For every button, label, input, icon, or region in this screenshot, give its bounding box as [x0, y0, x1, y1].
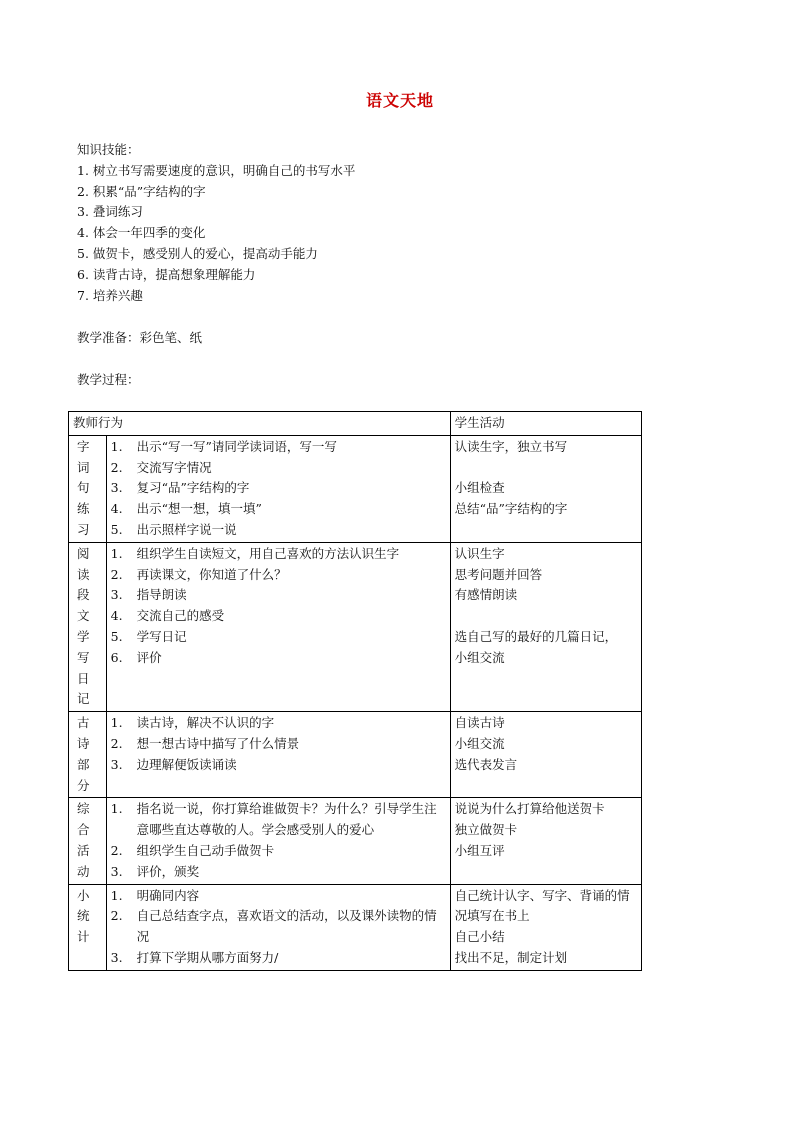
student-activity: 选自己写的最好的几篇日记，	[454, 628, 618, 644]
teacher-step	[111, 499, 446, 520]
step-text: 明确同内容	[136, 887, 200, 903]
knowledge-item: 5. 做贺卡，感受别人的爱心，提高动手能力	[77, 245, 318, 261]
student-activity: 小组检查	[454, 480, 505, 496]
teacher-step	[111, 799, 446, 841]
teacher-step	[111, 734, 446, 755]
step-number: 3.	[110, 949, 123, 965]
student-activity: 选代表发言	[454, 756, 518, 772]
teacher-step	[111, 648, 446, 669]
document-title: 语文天地	[365, 91, 434, 110]
student-activity: 小组互评	[454, 842, 505, 858]
teaching-process-heading: 教学过程：	[77, 372, 140, 387]
step-number: 3.	[110, 587, 123, 603]
teacher-step	[111, 906, 446, 948]
table-header-row	[69, 412, 642, 436]
header-teacher: 教师行为	[69, 412, 451, 436]
teacher-steps	[106, 712, 450, 798]
teacher-step	[111, 520, 446, 541]
step-number: 1.	[110, 801, 123, 817]
step-number: 1.	[110, 887, 123, 903]
teacher-step	[111, 713, 446, 734]
teacher-step	[111, 565, 446, 586]
teacher-step	[111, 886, 446, 907]
teacher-step	[111, 544, 446, 565]
row-category: 综合活动	[69, 798, 107, 884]
knowledge-item: 1. 树立书写需要速度的意识，明确自己的书写水平	[77, 162, 356, 178]
step-number: 5.	[110, 521, 123, 537]
step-text: 复习“品”字结构的字	[136, 480, 250, 496]
knowledge-item: 3. 叠词练习	[77, 204, 143, 220]
student-activities	[450, 435, 641, 542]
teaching-preparation: 教学准备：彩色笔、纸	[77, 330, 203, 345]
step-number: 2.	[110, 842, 123, 858]
student-activities	[450, 884, 641, 970]
step-number: 3.	[110, 480, 123, 496]
teacher-step	[111, 841, 446, 862]
step-number: 3.	[110, 756, 123, 772]
student-activity	[455, 606, 637, 627]
table-row	[69, 884, 642, 970]
student-activity: 说说为什么打算给他送贺卡	[454, 801, 605, 817]
table-row	[69, 798, 642, 884]
step-number: 1.	[110, 545, 123, 561]
teacher-step	[111, 478, 446, 499]
step-number: 3.	[110, 863, 123, 879]
step-text: 交流自己的感受	[136, 608, 225, 624]
student-activity: 自己统计认字、写字、背诵的情况填写在书上	[454, 887, 630, 924]
teacher-step	[111, 755, 446, 776]
step-number: 4.	[110, 501, 123, 517]
knowledge-skills	[77, 140, 355, 306]
student-activity: 小组交流	[454, 649, 505, 665]
step-number: 1.	[110, 715, 123, 731]
step-text: 边理解便饭读诵读	[136, 756, 237, 772]
step-text: 出示“想一想，填一填”	[136, 501, 262, 517]
row-category: 古诗部分	[69, 712, 107, 798]
teacher-steps	[106, 884, 450, 970]
step-number: 5.	[110, 628, 123, 644]
student-activity	[455, 520, 637, 541]
teacher-step	[111, 948, 446, 969]
step-number: 2.	[110, 908, 123, 924]
step-text: 读古诗，解决不认识的字	[136, 715, 275, 731]
student-activity: 自己小结	[454, 929, 505, 945]
step-number: 2.	[110, 566, 123, 582]
student-activity: 认识生字	[454, 545, 505, 561]
teacher-steps	[106, 542, 450, 711]
row-category: 字词句练习	[69, 435, 107, 542]
student-activity: 思考问题并回答	[454, 566, 543, 582]
student-activity: 小组交流	[454, 735, 505, 751]
step-text: 指名说一说，你打算给谁做贺卡？为什么？引导学生注意哪些直达尊敬的人。学会感受别人的爱心	[136, 801, 437, 838]
knowledge-item: 4. 体会一年四季的变化	[77, 225, 206, 241]
lesson-plan-table	[68, 411, 642, 971]
student-activity	[455, 458, 637, 479]
knowledge-heading: 知识技能：	[77, 142, 140, 157]
step-text: 再读课文，你知道了什么？	[136, 566, 287, 582]
step-text: 出示“写一写”请同学读词语，写一写	[136, 438, 337, 454]
student-activity: 自读古诗	[454, 715, 505, 731]
step-number: 4.	[110, 608, 123, 624]
step-text: 评价，颁奖	[136, 863, 200, 879]
step-text: 出示照样字说一说	[136, 521, 237, 537]
table-row	[69, 435, 642, 542]
teacher-step	[111, 458, 446, 479]
table-row	[69, 542, 642, 711]
teacher-step	[111, 606, 446, 627]
step-number: 1.	[110, 438, 123, 454]
step-text: 打算下学期从哪方面努力/	[136, 949, 279, 965]
step-text: 组织学生自己动手做贺卡	[136, 842, 275, 858]
student-activity: 认读生字，独立书写	[454, 438, 568, 454]
student-activities	[450, 712, 641, 798]
step-text: 交流写字情况	[136, 459, 212, 475]
step-text: 组织学生自读短文，用自己喜欢的方法认识生字	[136, 545, 400, 561]
teacher-steps	[106, 435, 450, 542]
student-activities	[450, 542, 641, 711]
table-row	[69, 712, 642, 798]
teacher-step	[111, 862, 446, 883]
teacher-step	[111, 437, 446, 458]
student-activities	[450, 798, 641, 884]
row-category: 小统计	[69, 884, 107, 970]
step-text: 学写日记	[136, 628, 187, 644]
step-text: 自己总结查字点，喜欢语文的活动，以及课外读物的情况	[136, 908, 437, 945]
student-activity: 找出不足，制定计划	[454, 949, 568, 965]
step-number: 2.	[110, 459, 123, 475]
header-student: 学生活动	[450, 412, 641, 436]
knowledge-item: 6. 读背古诗，提高想象理解能力	[77, 266, 256, 282]
step-text: 指导朗读	[136, 587, 187, 603]
row-category: 阅读段文学写日记	[69, 542, 107, 711]
step-number: 6.	[110, 649, 123, 665]
student-activity: 总结“品”字结构的字	[454, 501, 568, 517]
step-text: 想一想古诗中描写了什么情景	[136, 735, 300, 751]
teacher-step	[111, 585, 446, 606]
teacher-steps	[106, 798, 450, 884]
step-text: 评价	[136, 649, 162, 665]
student-activity: 独立做贺卡	[454, 822, 518, 838]
knowledge-item: 2. 积累“品”字结构的字	[77, 183, 206, 199]
step-number: 2.	[110, 735, 123, 751]
teacher-step	[111, 627, 446, 648]
student-activity: 有感情朗读	[454, 587, 518, 603]
knowledge-item: 7. 培养兴趣	[77, 287, 143, 303]
